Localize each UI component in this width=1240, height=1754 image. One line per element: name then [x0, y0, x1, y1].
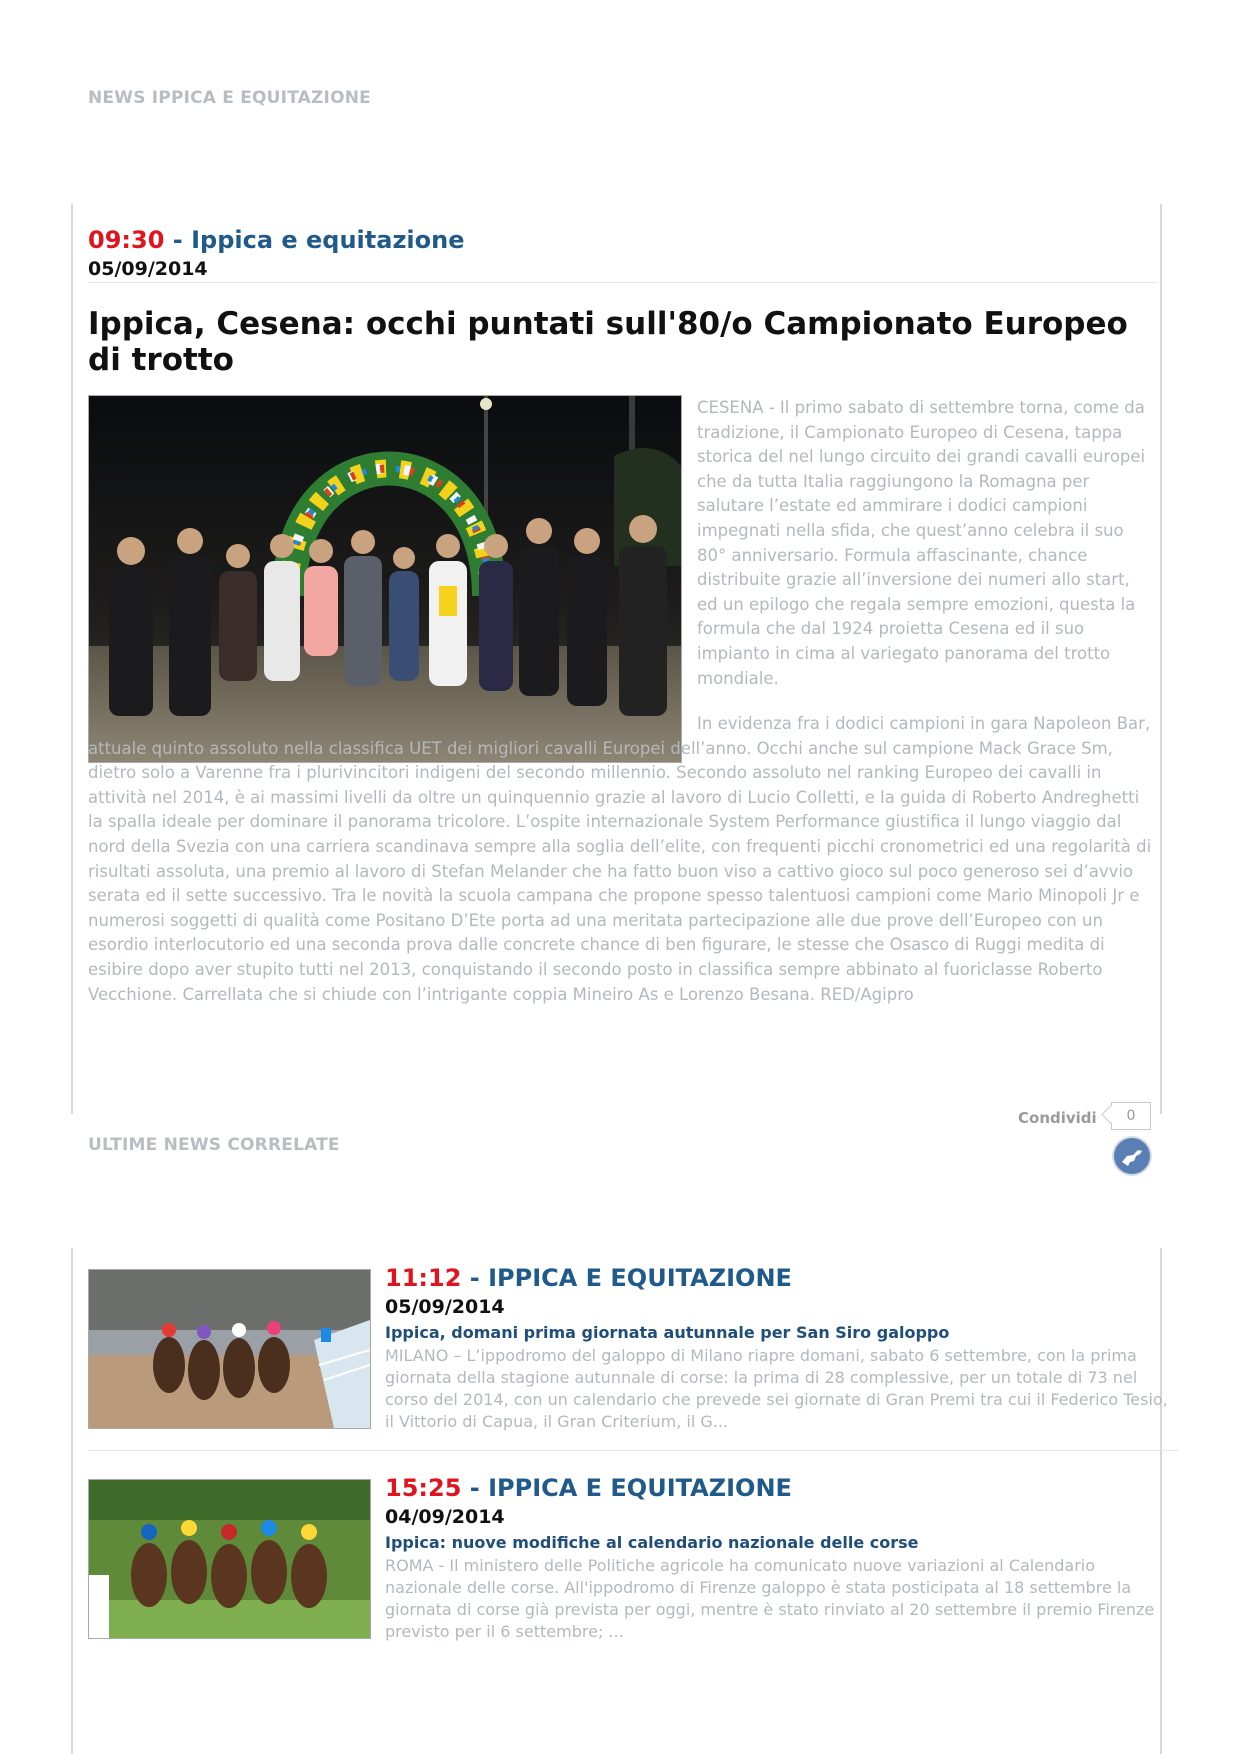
related-item-1-separator: - — [461, 1264, 489, 1292]
section-title: NEWS IPPICA E EQUITAZIONE — [88, 88, 371, 108]
article-time: 09:30 — [88, 226, 165, 254]
related-item-2-category[interactable]: IPPICA E EQUITAZIONE — [488, 1474, 792, 1502]
related-item-1-excerpt: MILANO – L’ippodromo del galoppo di Milano riapre domani, sabato 6 settembre, con la prima giornata della stagione autunnale di corse: la prima di 28 complessive, per un totale di 73 nel corso del 2014, con un calendario che prevede sei giornate di Gran Premi tra cui il Federico Tesio, il Vittorio di Capua, il Gran Criterium, il G... — [385, 1346, 1168, 1431]
related-item-2-excerpt: ROMA - Il ministero delle Politiche agricole ha comunicato nuove variazioni al Calendario nazionale delle corse. All'ippodromo di Firenze galoppo è stata posticipata al 18 settembre la giornata di corse già prevista per oggi, mentre è stato rinviato al 20 settembre il premio Firenze previsto per il 6 settembre; ... — [385, 1556, 1155, 1641]
article-category[interactable]: Ippica e equitazione — [191, 226, 465, 254]
related-item-2-title[interactable]: Ippica: nuove modifiche al calendario nazionale delle corse — [385, 1533, 919, 1552]
article-headline: Ippica, Cesena: occhi puntati sull'80/o Campionato Europeo di trotto — [88, 306, 1128, 378]
article-separator: - — [164, 226, 192, 254]
racehorses-photo-graphic-2 — [89, 1480, 370, 1638]
share-count: 0 — [1111, 1102, 1151, 1130]
share-label[interactable]: Condividi — [1018, 1109, 1097, 1127]
horse-silhouette-icon — [1114, 1138, 1150, 1174]
ceremony-photo-graphic — [89, 396, 681, 762]
article-meta — [88, 226, 465, 254]
related-item-1-meta — [385, 1264, 792, 1292]
related-section-title: ULTIME NEWS CORRELATE — [88, 1135, 340, 1155]
article-divider — [88, 282, 1158, 283]
racehorses-photo-graphic — [89, 1270, 370, 1428]
article-frame-left — [71, 204, 73, 1114]
related-item-2-time: 15:25 — [385, 1474, 462, 1502]
related-frame-left — [71, 1248, 73, 1754]
related-frame-right — [1160, 1248, 1162, 1754]
related-item-1-title[interactable]: Ippica, domani prima giornata autunnale per San Siro galoppo — [385, 1323, 950, 1342]
article-date: 05/09/2014 — [88, 258, 208, 280]
article-paragraph-1: CESENA - Il primo sabato di settembre torna, come da tradizione, il Campionato Europeo di Cesena, tappa storica del nel lungo circuito dei grandi cavalli europei che da tutta Italia raggiungono la Romagna per salutare l’estate ed ammirare i dodici campioni impegnati nella sfida, che quest’anno celebra il suo 80° anniversario. Formula affascinante, chance distribuite grazie all’inversione dei numeri allo start, ed un epilogo che regala sempre emozioni, questa la formula che dal 1924 proietta Cesena ed il suo impianto in cima al variegato panorama del trotto mondiale. — [697, 398, 1146, 688]
article-frame-right — [1160, 204, 1162, 1114]
related-item-2-meta — [385, 1474, 792, 1502]
article-paragraph-2: In evidenza fra i dodici campioni in gara Napoleon Bar, attuale quinto assoluto nella classifica UET dei migliori cavalli Europei dell’anno. Occhi anche sul campione Mack Grace Sm, dietro solo a Varenne fra i plurivincitori indigeni del secondo millennio. Secondo assoluto nel ranking Europeo dei cavalli in attività nel 2014, è ai massimi livelli da oltre un quinquennio grazie al lavoro di Lucio Colletti, e la guida di Roberto Andreghetti la spalla ideale per dominare il panorama tricolore. L’ospite internazionale System Performance giustifica il lungo viaggio dal nord della Svezia con una carriera scandinava sempre alla soglia dell’elite, con frequenti picchi cronometrici ed una regolarità di risultati assoluta, una premio al lavoro di Stefan Melander che ha fatto buon viso a cattivo gioco sul poco generoso sei d’avvio serata ed il sette successivo. Tra le novità la scuola campana che propone spesso talentuosi campioni come Mario Minopoli Jr e numerosi soggetti di qualità come Positano D’Ete porta ad una meritata partecipazione alle due prove dell’Europeo con un esordio interlocutorio ed una seconda prova dalle concrete chance di ben figurare, le stesse che Osasco di Ruggi medita di esibire dopo aver stupito tutti nel 2013, conquistando il secondo posto in classifica sempre abbinato al fuoriclasse Roberto Vecchione. Carrellata che si chiude con l’intrigante coppia Mineiro As e Lorenzo Besana. RED/Agipro — [88, 714, 1152, 1004]
article-photo — [88, 395, 682, 763]
related-photo-2[interactable] — [88, 1479, 371, 1639]
related-item-2-date: 04/09/2014 — [385, 1506, 505, 1528]
related-divider — [88, 1450, 1178, 1451]
horse-logo-icon[interactable] — [1112, 1136, 1152, 1176]
related-photo-1[interactable] — [88, 1269, 371, 1429]
related-item-1-category[interactable]: IPPICA E EQUITAZIONE — [488, 1264, 792, 1292]
related-item-1-time: 11:12 — [385, 1264, 462, 1292]
related-item-2-separator: - — [461, 1474, 489, 1502]
related-item-1-date: 05/09/2014 — [385, 1296, 505, 1318]
